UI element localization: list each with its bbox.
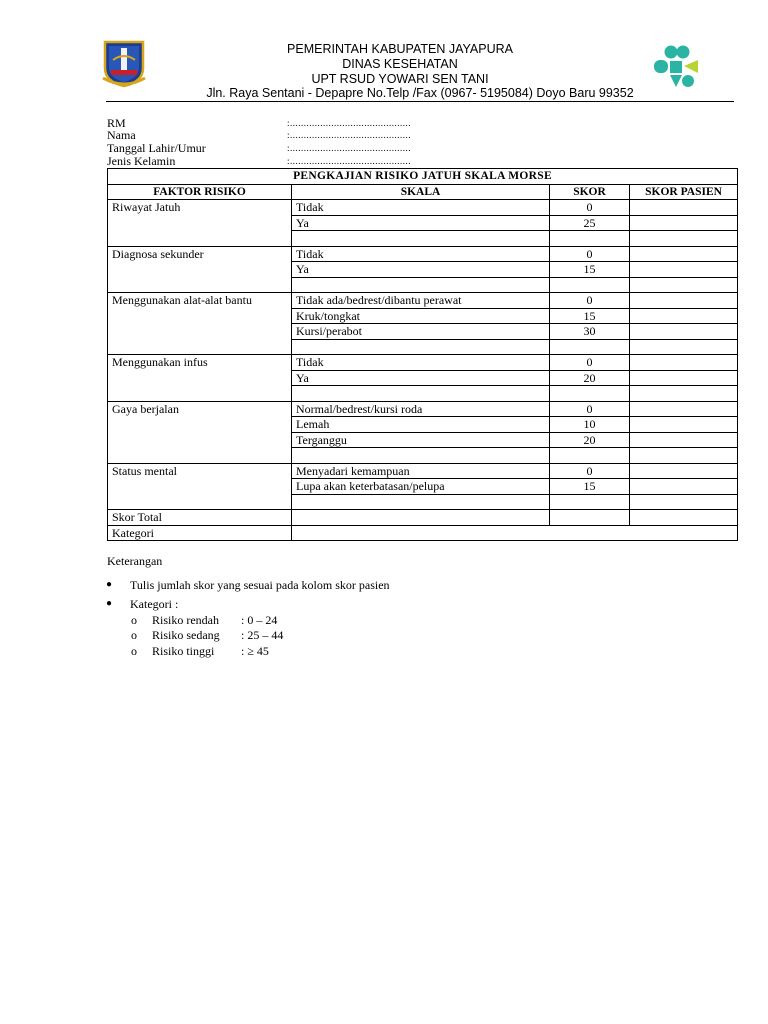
patient-score-cell[interactable] [630, 293, 738, 309]
total-skala-cell [292, 510, 550, 526]
factor-row [108, 463, 738, 479]
scale-option [292, 494, 550, 510]
scale-option: Ya [292, 370, 550, 386]
scale-score: 20 [550, 432, 630, 448]
category-high-label: Risiko tinggi [152, 644, 215, 658]
category-medium-label: Risiko sedang [152, 628, 220, 642]
bullet-dot-1: ● [106, 579, 113, 590]
scale-option [292, 448, 550, 464]
header-skor-pasien: SKOR PASIEN [630, 184, 738, 200]
patient-score-cell[interactable] [630, 200, 738, 216]
sub-bullet-o: o [131, 628, 137, 642]
nama-label: Nama [107, 128, 136, 142]
morse-fall-risk-table [107, 168, 738, 541]
patient-score-cell[interactable] [630, 231, 738, 247]
factor-name: Status mental [108, 463, 292, 510]
scale-option: Terganggu [292, 432, 550, 448]
factor-name: Diagnosa sekunder [108, 246, 292, 293]
scale-score: 30 [550, 324, 630, 340]
total-label: Skor Total [108, 510, 292, 526]
note-category-heading: Kategori : [130, 597, 179, 611]
note-instruction: Tulis jumlah skor yang sesuai pada kolom skor pasien [130, 578, 390, 592]
scale-score: 15 [550, 308, 630, 324]
patient-score-cell[interactable] [630, 277, 738, 293]
factor-row [108, 293, 738, 309]
patient-score-cell[interactable] [630, 448, 738, 464]
scale-option: Tidak [292, 246, 550, 262]
category-low-label: Risiko rendah [152, 613, 219, 627]
category-label: Kategori [108, 525, 292, 541]
scale-option [292, 277, 550, 293]
total-skor-cell [550, 510, 630, 526]
header-address: Jln. Raya Sentani - Depapre No.Telp /Fax (0967- 5195084) Doyo Baru 99352 [206, 86, 634, 100]
patient-score-cell[interactable] [630, 215, 738, 231]
tanggal-lahir-field[interactable]: :............................................ [287, 143, 412, 153]
kemenkes-logo [652, 43, 700, 89]
header-department: DINAS KESEHATAN [342, 57, 458, 71]
scale-option: Tidak [292, 200, 550, 216]
category-medium-range: : 25 – 44 [241, 628, 284, 642]
scale-score: 0 [550, 293, 630, 309]
scale-option: Tidak ada/bedrest/dibantu perawat [292, 293, 550, 309]
patient-score-cell[interactable] [630, 386, 738, 402]
sub-bullet-o: o [131, 644, 137, 658]
scale-option: Lemah [292, 417, 550, 433]
factor-name: Gaya berjalan [108, 401, 292, 463]
scale-option: Ya [292, 215, 550, 231]
patient-score-cell[interactable] [630, 479, 738, 495]
nama-field[interactable]: :............................................ [287, 130, 412, 140]
factor-rows [108, 200, 738, 510]
scale-score: 25 [550, 215, 630, 231]
patient-score-cell[interactable] [630, 494, 738, 510]
header-hospital: UPT RSUD YOWARI SEN TANI [311, 72, 489, 86]
total-patient-cell[interactable] [630, 510, 738, 526]
scale-score [550, 277, 630, 293]
scale-score: 0 [550, 200, 630, 216]
jenis-kelamin-field[interactable]: :............................................ [287, 156, 412, 166]
scale-score: 0 [550, 355, 630, 371]
patient-score-cell[interactable] [630, 246, 738, 262]
scale-score: 0 [550, 463, 630, 479]
scale-score: 10 [550, 417, 630, 433]
patient-score-cell[interactable] [630, 401, 738, 417]
patient-score-cell[interactable] [630, 417, 738, 433]
scale-option: Menyadari kemampuan [292, 463, 550, 479]
scale-option: Kursi/perabot [292, 324, 550, 340]
scale-score [550, 339, 630, 355]
patient-score-cell[interactable] [630, 432, 738, 448]
header-government: PEMERINTAH KABUPATEN JAYAPURA [287, 42, 513, 56]
scale-score: 15 [550, 479, 630, 495]
header-skor: SKOR [550, 184, 630, 200]
sub-bullet-o: o [131, 613, 137, 627]
category-value-cell[interactable] [292, 525, 738, 541]
rm-field[interactable]: :............................................ [287, 118, 412, 128]
patient-score-cell[interactable] [630, 339, 738, 355]
rm-label: RM [107, 116, 126, 130]
factor-row [108, 355, 738, 371]
scale-option: Lupa akan keterbatasan/pelupa [292, 479, 550, 495]
patient-score-cell[interactable] [630, 463, 738, 479]
patient-score-cell[interactable] [630, 355, 738, 371]
scale-option [292, 339, 550, 355]
header-divider [106, 101, 734, 102]
scale-option: Ya [292, 262, 550, 278]
patient-score-cell[interactable] [630, 370, 738, 386]
scale-score: 0 [550, 401, 630, 417]
scale-score [550, 448, 630, 464]
header-faktor-risiko: FAKTOR RISIKO [108, 184, 292, 200]
jenis-kelamin-label: Jenis Kelamin [107, 154, 176, 168]
scale-score: 20 [550, 370, 630, 386]
notes-title: Keterangan [107, 554, 163, 568]
tanggal-lahir-label: Tanggal Lahir/Umur [107, 141, 206, 155]
factor-name: Riwayat Jatuh [108, 200, 292, 247]
scale-option: Normal/bedrest/kursi roda [292, 401, 550, 417]
scale-score: 0 [550, 246, 630, 262]
scale-option [292, 231, 550, 247]
scale-score [550, 494, 630, 510]
scale-option [292, 386, 550, 402]
bullet-dot-2: ● [106, 598, 113, 609]
factor-row [108, 200, 738, 216]
kabupaten-jayapura-emblem [99, 38, 149, 88]
category-low-range: : 0 – 24 [241, 613, 278, 627]
factor-row [108, 246, 738, 262]
scale-score [550, 386, 630, 402]
header-skala: SKALA [292, 184, 550, 200]
factor-name: Menggunakan alat-alat bantu [108, 293, 292, 355]
category-high-range: : ≥ 45 [241, 644, 269, 658]
scale-option: Tidak [292, 355, 550, 371]
patient-score-cell[interactable] [630, 262, 738, 278]
patient-score-cell[interactable] [630, 308, 738, 324]
patient-score-cell[interactable] [630, 324, 738, 340]
factor-name: Menggunakan infus [108, 355, 292, 402]
scale-score: 15 [550, 262, 630, 278]
table-title: PENGKAJIAN RISIKO JATUH SKALA MORSE [108, 169, 738, 185]
scale-score [550, 231, 630, 247]
factor-row [108, 401, 738, 417]
scale-option: Kruk/tongkat [292, 308, 550, 324]
